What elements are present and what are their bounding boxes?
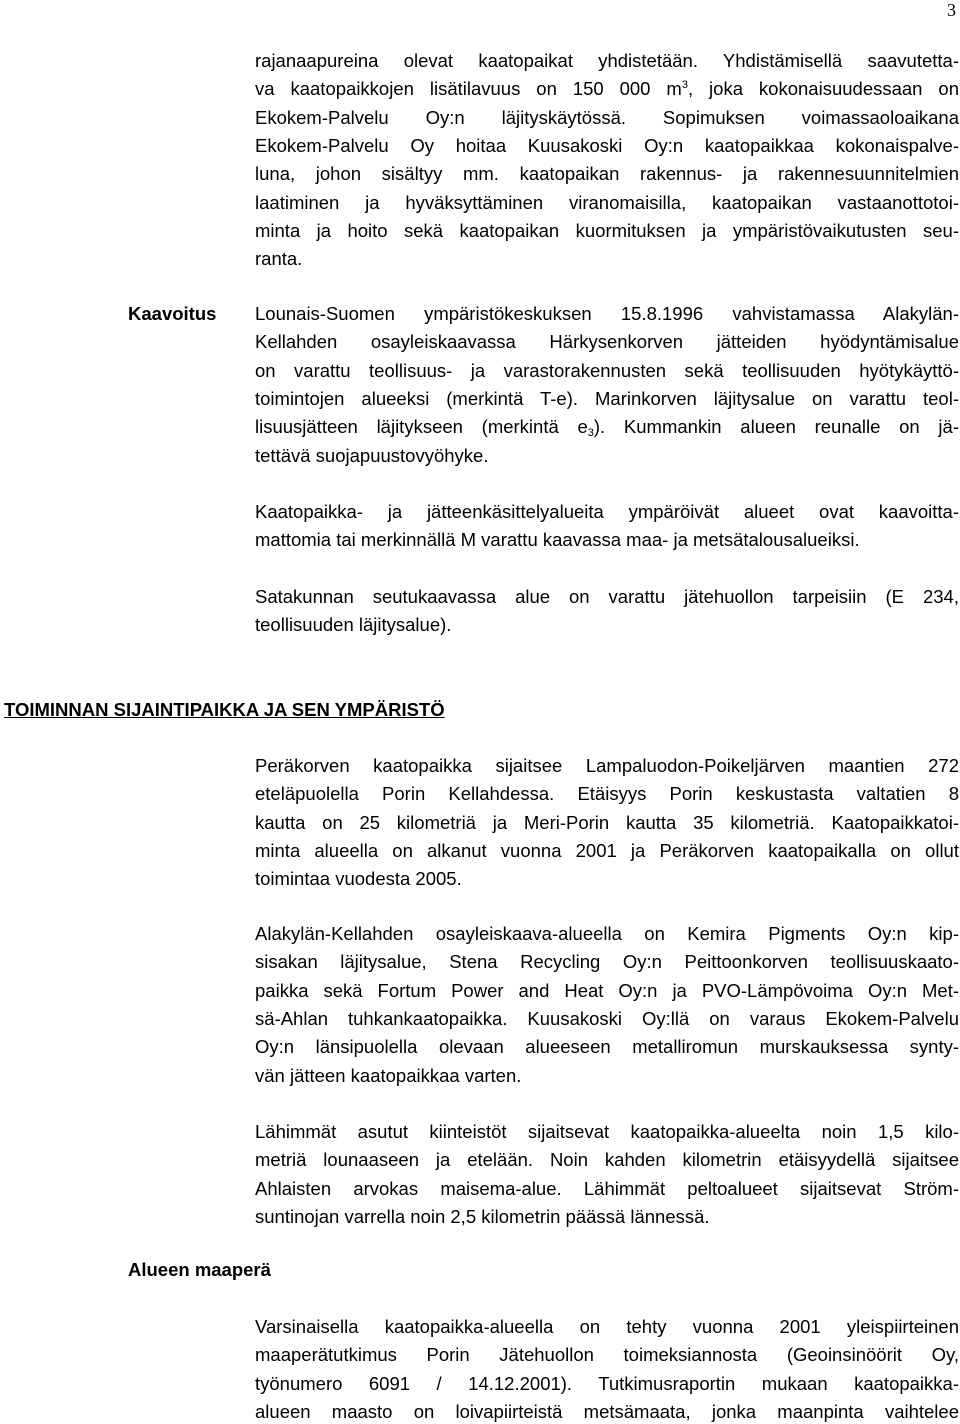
sijainti-line: metriä lounaaseen ja etelään. Noin kahden kilometrin etäisyydellä sijaitsee: [255, 1149, 959, 1171]
sijainti-line: kautta on 25 kilometriä ja Meri-Porin kautta 35 kilometriä. Kaatopaikkatoi-: [255, 811, 959, 833]
sijainti-line: paikka sekä Fortum Power and Heat Oy:n ja PVO-Lämpövoima Oy:n Met-: [255, 979, 959, 1001]
intro-line: rajanaapureina olevat kaatopaikat yhdistetään. Yhdistämisellä saavutetta-: [255, 50, 959, 71]
kaavoitus-line: Lounais-Suomen ympäristökeskuksen 15.8.1996 vahvistamassa Alakylän-: [255, 303, 959, 324]
superscript: 3: [681, 79, 688, 92]
sijainti-line: minta alueella on alkanut vuonna 2001 ja Peräkorven kaatopaikalla on ollut: [255, 839, 959, 861]
subscript: 3: [587, 427, 594, 440]
sijainti-line: eteläpuolella Porin Kellahdessa. Etäisyys Porin keskustasta valtatien 8: [255, 783, 959, 805]
intro-line: va kaatopaikkojen lisätilavuus on 150 000 $m^3$, joka kokonaisuudessaan on: [255, 78, 959, 100]
maapera-line: maaperätutkimus Porin Jätehuollon toimeksiannosta (Geoinsinöörit Oy,: [255, 1344, 959, 1366]
sijainti-line: sä-Ahlan tuhkankaatopaikka. Kuusakoski Oy:llä on varaus Ekokem-Palvelu: [255, 1007, 959, 1029]
sijainti-line: Oy:n länsipuolella olevaan alueeseen metalliromun murskauksessa synty-: [255, 1036, 959, 1058]
kaavoitus-line: Kellahden osayleiskaavassa Härkysenkorven jätteiden hyödyntämisalue: [255, 331, 959, 353]
kaavoitus-line: teollisuuden läjitysalue).: [255, 614, 452, 636]
kaavoitus-line: Kaatopaikka- ja jätteenkäsittelyalueita ympäröivät alueet ovat kaavoitta-: [255, 501, 959, 522]
kaavoitus-line: toimintojen alueeksi (merkintä T-e). Marinkorven läjitysalue on varattu teol-: [255, 387, 959, 409]
intro-line: Ekokem-Palvelu Oy:n läjityskäytössä. Sopimuksen voimassaoloaikana: [255, 106, 959, 128]
kaavoitus-line: lisuusjätteen läjitykseen (merkintä $e_3$). Kummankin alueen reunalle on jä-: [255, 416, 959, 440]
maapera-line: Varsinaisella kaatopaikka-alueella on tehty vuonna 2001 yleispiirteinen: [255, 1316, 959, 1337]
intro-line: Ekokem-Palvelu Oy hoitaa Kuusakoski Oy:n kaatopaikkaa kokonaispalve-: [255, 134, 959, 156]
section-heading: TOIMINNAN SIJAINTIPAIKKA JA SEN YMPÄRISTÖ: [4, 699, 445, 720]
sijainti-line: Ahlaisten arvokas maisema-alue. Lähimmät peltoalueet sijaitsevat Ström-: [255, 1177, 959, 1199]
kaavoitus-line: mattomia tai merkinnällä M varattu kaavassa maa- ja metsätalousalueiksi.: [255, 529, 860, 551]
sijainti-line: toimintaa vuodesta 2005.: [255, 868, 462, 890]
kaavoitus-label: Kaavoitus: [128, 303, 217, 324]
page-number: 3: [947, 0, 956, 20]
sijainti-line: Lähimmät asutut kiinteistöt sijaitsevat kaatopaikka-alueelta noin 1,5 kilo-: [255, 1121, 959, 1142]
intro-line: laatiminen ja hyväksyttäminen viranomaisilla, kaatopaikan vastaanottotoi-: [255, 191, 959, 213]
maapera-line: työnumero 6091 / 14.12.2001). Tutkimusraportin mukaan kaatopaikka-: [255, 1372, 959, 1394]
kaavoitus-line: tettävä suojapuustovyöhyke.: [255, 444, 489, 466]
intro-line: luna, johon sisältyy mm. kaatopaikan rakennus- ja rakennesuunnitelmien: [255, 163, 959, 185]
intro-line: minta ja hoito sekä kaatopaikan kuormituksen ja ympäristövaikutusten seu-: [255, 219, 959, 241]
sijainti-line: vän jätteen kaatopaikkaa varten.: [255, 1064, 522, 1086]
kaavoitus-line: on varattu teollisuus- ja varastorakennusten sekä teollisuuden hyötykäyttö-: [255, 359, 959, 381]
intro-line: ranta.: [255, 248, 303, 270]
maapera-line: alueen maasto on loivapiirteistä metsämaata, jonka maanpinta vaihtelee: [255, 1400, 959, 1422]
kaavoitus-line: Satakunnan seutukaavassa alue on varattu jätehuollon tarpeisiin (E 234,: [255, 586, 959, 607]
sijainti-line: sisakan läjitysalue, Stena Recycling Oy:n Peittoonkorven teollisuuskaato-: [255, 951, 959, 973]
sijainti-line: suntinojan varrella noin 2,5 kilometrin päässä lännessä.: [255, 1205, 710, 1227]
sijainti-line: Peräkorven kaatopaikka sijaitsee Lampaluodon-Poikeljärven maantien 272: [255, 755, 959, 776]
sijainti-line: Alakylän-Kellahden osayleiskaava-alueella on Kemira Pigments Oy:n kip-: [255, 923, 959, 944]
maapera-label: Alueen maaperä: [128, 1259, 271, 1280]
